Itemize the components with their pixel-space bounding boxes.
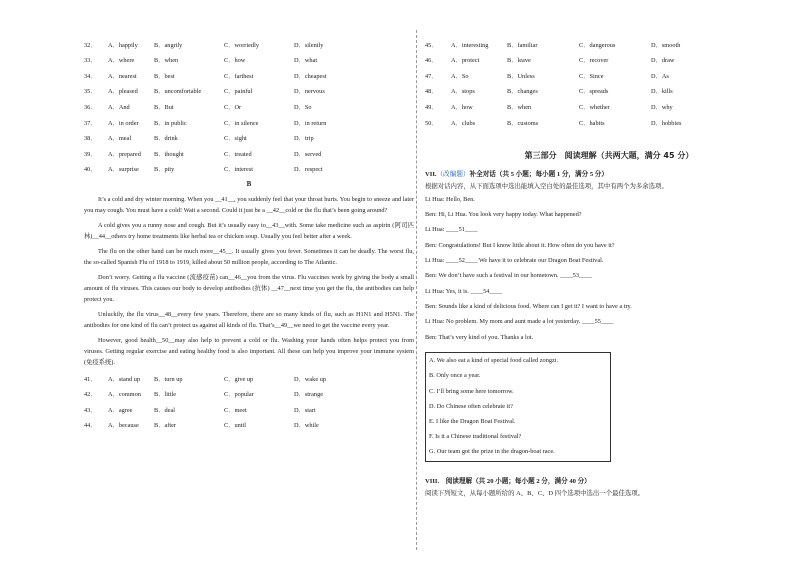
option-d: D．respect (294, 166, 323, 174)
dialogue-line: Li Hua: Yes, it is. ____54____ (425, 287, 502, 295)
question-number: 37． (84, 119, 97, 127)
option-b: B．drink (154, 135, 178, 143)
question-number: 47． (425, 72, 438, 80)
option-b: B．when (507, 103, 532, 111)
passage-paragraph: It’s a cold and dry winter morning. When you __41__, you suddenly feel that your throat hurts. You begin to sneeze and later you may cough. You must have a cold! Wait a second. Could it just be a __42__cold or the flu that’s been going around? (84, 195, 414, 214)
option-a: A．agree (108, 406, 133, 414)
option-c: C．treated (224, 150, 252, 158)
option-c: C．sight (224, 135, 247, 143)
option-a: A．So (451, 72, 469, 80)
dialogue-line: Ben: That’s very kind of you. Thanks a lot. (425, 333, 534, 341)
option-a: A．where (108, 57, 135, 65)
option-a: A．happily (108, 41, 138, 49)
option-c: C．spreads (579, 88, 609, 96)
option-a: A．in order (108, 119, 139, 127)
option-d: D．So (294, 103, 312, 111)
question-number: 42． (84, 391, 97, 399)
option-d: D．draw (651, 57, 675, 65)
option-c: C．dangerous (579, 41, 616, 49)
option-c: C．in silence (224, 119, 259, 127)
option-a: A．stand up (108, 375, 141, 383)
options-32-40 (84, 38, 414, 178)
option-row (84, 163, 414, 179)
section7-instruction: 根据对话内容，从下面选项中选出能填入空白处的最佳选项，其中有两个为多余选项。 (425, 183, 668, 191)
option-row (84, 147, 414, 163)
passage-paragraph: The flu on the other hand can be much more__45__. It usually gives you fever. Sometimes it can be deadly. The worst flu, the so-called Spanish Flu of 1918 to 1919, killed about 50 million people, according to The Atlantic. (84, 247, 414, 266)
option-c: C．give up (224, 375, 254, 383)
option-c: C．worriedly (224, 41, 259, 49)
question-number: 36． (84, 103, 97, 111)
option-b: B．leave (507, 57, 531, 65)
option-b: B．uncomfortable (154, 88, 202, 96)
choice-item: D. Do Chinese often celebrate it? (429, 402, 513, 410)
question-number: 44． (84, 422, 97, 430)
part3-title: 第三部分 阅读理解（共两大题，满分 45 分） (524, 150, 694, 160)
option-b: B．best (154, 72, 175, 80)
option-row (84, 54, 414, 70)
option-d: D．in return (294, 119, 327, 127)
option-a: A．And (108, 103, 130, 111)
option-b: B．little (154, 391, 177, 399)
choice-item: B. Only once a year. (429, 372, 481, 380)
option-a: A．because (108, 422, 139, 430)
option-d: D．smooth (651, 41, 681, 49)
dialogue-line: Ben: Congratulations! But I know little about it. How often do you have it? (425, 241, 615, 249)
option-row (84, 69, 414, 85)
option-c: C．how (224, 57, 246, 65)
section8-instruction: 阅读下列短文，从每小题所给的 A、B、C、D 四个选项中选出一个最佳选项。 (425, 490, 645, 498)
section-b-heading: B (246, 180, 252, 189)
option-d: D．silently (294, 41, 324, 49)
section8 (425, 478, 735, 499)
option-d: D．start (294, 406, 316, 414)
question-number: 40． (84, 166, 97, 174)
question-number: 49． (425, 103, 438, 111)
choice-item: A. We also eat a kind of special food called zongzi. (429, 357, 559, 365)
question-number: 39． (84, 150, 97, 158)
section7-title-text: 补全对话（共 5 小题；每小题 1 分，满分 5 分） (469, 171, 608, 179)
option-b: B．in public (154, 119, 187, 127)
dialogue-line: Li Hua: ____52____ We have it to celebrate our Dragon Boat Festival. (425, 257, 604, 265)
section7-title (425, 171, 735, 180)
dialogue-line: Li Hua: No problem. My mom and aunt made a lot yesterday. ____55____ (425, 318, 614, 326)
choices-box (425, 352, 611, 462)
option-d: D．hobbies (651, 119, 682, 127)
option-c: C．interest (224, 166, 254, 174)
option-d: D．cheapest (294, 72, 327, 80)
option-c: C．Or (224, 103, 242, 111)
option-d: D．why (651, 103, 673, 111)
option-a: A．interesting (451, 41, 489, 49)
question-number: 33． (84, 57, 97, 65)
option-a: A．meal (108, 135, 132, 143)
option-row (84, 372, 414, 388)
question-number: 32． (84, 41, 97, 49)
option-d: D．trip (294, 135, 314, 143)
dialogue-line: Li Hua: Hello, Ben. (425, 195, 475, 203)
option-a: A．prepared (108, 150, 141, 158)
choice-item: G. Our team got the prize in the dragon-boat race. (429, 448, 555, 456)
option-c: C．whether (579, 103, 610, 111)
option-d: D．As (651, 72, 669, 80)
question-number: 35． (84, 88, 97, 96)
question-number: 41． (84, 375, 97, 383)
option-c: C．painful (224, 88, 253, 96)
choice-item: E. I like the Dragon Boat Festival. (429, 417, 516, 425)
dialogue-line: Li Hua: ____51____ (425, 226, 478, 234)
option-row (84, 419, 414, 435)
option-row (425, 85, 735, 101)
option-d: D．nervous (294, 88, 325, 96)
option-b: B．But (154, 103, 174, 111)
column-divider (416, 30, 417, 550)
option-a: A．protect (451, 57, 480, 65)
option-row (84, 403, 414, 419)
section8-title: VIII. 阅读理解（共 20 小题；每小题 2 分，满分 40 分） (425, 478, 591, 486)
dialogue-line: Ben: Hi, Li Hua. You look very happy today. What happened? (425, 211, 582, 219)
option-c: C．farthest (224, 72, 254, 80)
option-b: B．angrily (154, 41, 183, 49)
passage (84, 194, 414, 368)
option-d: D．strange (294, 391, 324, 399)
option-row (84, 132, 414, 148)
option-row (84, 38, 414, 54)
dialogue-line: Ben: Sounds like a kind of delicious food. Where can I get it? I want to have a try. (425, 302, 632, 310)
right-column (425, 38, 735, 503)
option-d: D．what (294, 57, 318, 65)
option-a: A．how (451, 103, 473, 111)
question-number: 38． (84, 135, 97, 143)
option-a: A．pleased (108, 88, 138, 96)
option-b: B．familiar (507, 41, 538, 49)
question-number: 34． (84, 72, 97, 80)
option-c: C．recover (579, 57, 609, 65)
option-c: C．Since (579, 72, 604, 80)
option-b: B．when (154, 57, 179, 65)
option-a: A．common (108, 391, 141, 399)
choice-item: C. I’ll bring some here tomorrow. (429, 387, 514, 395)
question-number: 50． (425, 119, 438, 127)
option-b: B．deal (154, 406, 175, 414)
option-d: D．while (294, 422, 319, 430)
choice-item: F. Is it a Chinese traditional festival? (429, 433, 522, 441)
option-row (425, 116, 735, 132)
passage-paragraph: However, good health__50__may also help to prevent a cold or flu. Washing your hands often helps protect you from viruses. Getting regular exercise and eating healthy food is also important. All these can help you improve your immune system (免疫系统). (84, 336, 414, 366)
options-45-50 (425, 38, 735, 132)
option-d: D．kills (651, 88, 673, 96)
option-a: A．nearest (108, 72, 137, 80)
dialogue (425, 196, 735, 349)
option-d: D．wake up (294, 375, 327, 383)
question-number: 48． (425, 88, 438, 96)
option-row (84, 388, 414, 404)
option-row (84, 100, 414, 116)
option-c: C．meet (224, 406, 247, 414)
option-a: A．clubs (451, 119, 476, 127)
passage-paragraph: A cold gives you a runny nose and cough. But it’s usually easy to__43__with. Some take medicine such as aspirin (阿司匹林)__44__others try home treatments like herbal tea or chicken soup. Usually you feel better after a week. (84, 221, 414, 240)
passage-paragraph: Unluckily, the flu virus__48__every few years. Therefore, there are so many kinds of flu, such as H1N1 and H5N1. The antibodies for one kind of flu can’t protect us against all kinds of flu. That’s__49__we need to get the vaccine every year. (84, 310, 414, 329)
option-b: B．pity (154, 166, 175, 174)
option-row (84, 85, 414, 101)
option-b: B．turn up (154, 375, 183, 383)
section7-prefix: VII. (425, 171, 437, 179)
dialogue-line: Ben: We don’t have such a festival in our hometown. ____53____ (425, 272, 592, 280)
option-c: C．until (224, 422, 247, 430)
option-b: B．thought (154, 150, 184, 158)
option-b: B．after (154, 422, 177, 430)
option-d: D．served (294, 150, 322, 158)
option-a: A．surprise (108, 166, 139, 174)
option-b: B．changes (507, 88, 538, 96)
left-column (84, 38, 414, 434)
section7-tag: （改编题） (436, 171, 470, 179)
option-c: C．habits (579, 119, 605, 127)
option-b: B．customs (507, 119, 539, 127)
question-number: 45． (425, 41, 438, 49)
option-row (84, 116, 414, 132)
option-row (425, 38, 735, 54)
option-row (425, 54, 735, 70)
option-row (425, 69, 735, 85)
option-a: A．stops (451, 88, 475, 96)
option-b: B．Unless (507, 72, 535, 80)
passage-paragraph: Don’t worry. Getting a flu vaccine (流感疫苗) can__46__you from the virus. Flu vaccines work by giving the body a small amount of flu viruses. This causes our body to develop antibodies (抗体) __47__next time you get the flu, the antibodies can help protect you. (84, 273, 414, 303)
option-row (425, 100, 735, 116)
question-number: 46． (425, 57, 438, 65)
options-41-44 (84, 372, 414, 434)
question-number: 43． (84, 406, 97, 414)
option-c: C．popular (224, 391, 254, 399)
